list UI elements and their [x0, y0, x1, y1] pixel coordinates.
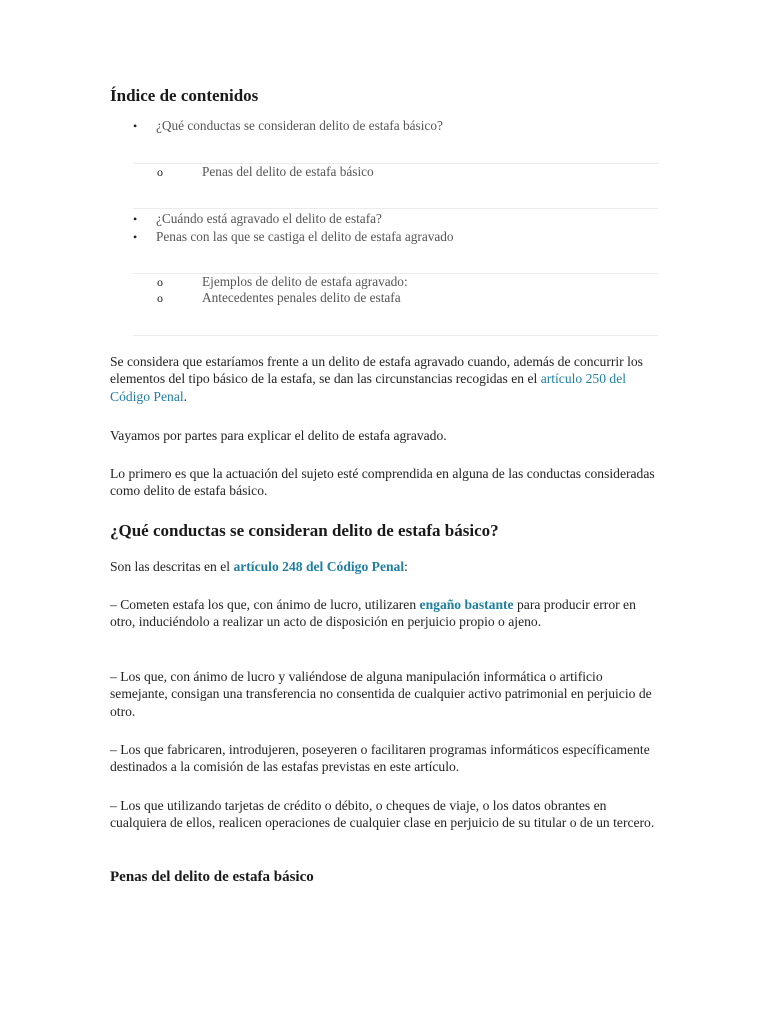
toc-subitem[interactable]: [157, 274, 408, 290]
list-item: [110, 596, 658, 631]
toc-title: Índice de contenidos: [110, 86, 259, 105]
circle-bullet-icon: o: [157, 291, 163, 305]
engano-bastante-link[interactable]: engaño bastante: [419, 597, 514, 612]
paragraph-text: :: [404, 559, 408, 574]
divider: [133, 335, 658, 336]
toc-item-label: ¿Cuándo está agravado el delito de estafa?: [156, 211, 382, 226]
paragraph-text: Se considera que estaríamos frente a un delito de estafa agravado cuando, además de concurrir los elementos del tipo básico de la estafa, se dan las circunstancias recogidas en el: [110, 354, 643, 387]
toc-item-label: Penas con las que se castiga el delito de estafa agravado: [156, 229, 454, 244]
section-heading: ¿Qué conductas se consideran delito de estafa básico?: [110, 521, 499, 540]
toc-item-label: Penas del delito de estafa básico: [202, 164, 374, 179]
lead-paragraph: [110, 558, 658, 575]
paragraph-text: para producir error en otro, induciéndolo a realizar un acto de disposición en perjuicio propio o ajeno.: [110, 597, 636, 630]
toc-item-label: Ejemplos de delito de estafa agravado:: [202, 274, 408, 289]
bullet-icon: •: [133, 212, 138, 226]
paragraph-text: – Cometen estafa los que, con ánimo de lucro, utilizaren: [110, 597, 420, 612]
bullet-icon: •: [133, 119, 138, 133]
article-250-link[interactable]: artículo 250 del Código Penal: [110, 371, 627, 404]
article-248-link[interactable]: artículo 248 del Código Penal: [233, 559, 405, 574]
section-heading: Penas del delito de estafa básico: [110, 869, 314, 885]
paragraph-text: .: [183, 388, 188, 404]
toc-subitem[interactable]: [157, 164, 374, 180]
circle-bullet-icon: o: [157, 275, 163, 289]
toc-subitem[interactable]: [157, 290, 401, 306]
paragraph-text: Son las descritas en el: [110, 559, 234, 574]
toc-item[interactable]: [133, 229, 454, 245]
paragraph: Lo primero es que la actuación del sujeto esté comprendida en alguna de las conductas consideradas como delito de estafa básico.: [110, 466, 655, 499]
intro-paragraph: [110, 353, 658, 405]
circle-bullet-icon: o: [157, 165, 163, 179]
toc-item[interactable]: [133, 211, 382, 227]
toc-item[interactable]: [133, 118, 443, 134]
list-item: – Los que fabricaren, introdujeren, poseyeren o facilitaren programas informáticos específicamente destinados a la comisión de las estafas previstas en este artículo.: [110, 742, 650, 775]
divider: [133, 208, 658, 209]
paragraph: Vayamos por partes para explicar el delito de estafa agravado.: [110, 428, 447, 443]
toc-item-label: Antecedentes penales delito de estafa: [202, 290, 401, 305]
list-item: – Los que utilizando tarjetas de crédito o débito, o cheques de viaje, o los datos obrantes en cualquiera de ellos, realicen operaciones de cualquier clase en perjuicio de su titular o de un tercero.: [110, 798, 655, 831]
bullet-icon: •: [133, 230, 138, 244]
toc-item-label: ¿Qué conductas se consideran delito de estafa básico?: [156, 118, 443, 133]
list-item: – Los que, con ánimo de lucro y valiéndose de alguna manipulación informática o artificio semejante, consigan una transferencia no consentida de cualquier activo patrimonial en perjuicio de otro.: [110, 669, 652, 719]
